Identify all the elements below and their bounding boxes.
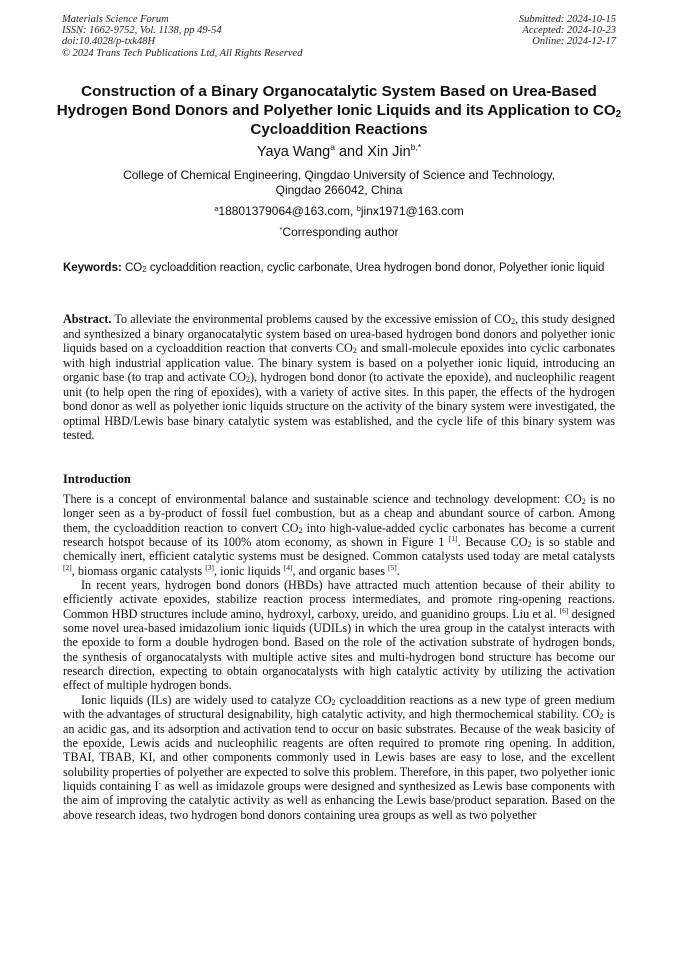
journal-header — [62, 14, 302, 59]
copyright-line: © 2024 Trans Tech Publications Ltd, All Rights Reserved — [62, 47, 303, 59]
keywords: Keywords: $CO_2$ cycloaddition reaction, cyclic carbonate, Urea hydrogen bond donor, Polyether ionic liquid — [63, 262, 605, 274]
issn-line: ISSN: 1662-9752, Vol. 1138, pp 49-54 — [62, 25, 222, 37]
email-a: 18801379064@163.com — [218, 204, 351, 218]
paper-title: Construction of a Binary Organocatalytic System Based on Urea-Based Hydrogen Bond Donors and Polyether Ionic Liquids and its Application to $CO_2$ Cycloaddition Reactions — [56, 83, 622, 138]
citation: [6] — [559, 605, 569, 615]
citation: [3] — [205, 562, 214, 572]
citation: [2] — [63, 562, 72, 572]
citation: [5] — [388, 562, 397, 572]
paragraph-3: Ionic liquids (ILs) are widely used to catalyze $CO_2$ cycloaddition reactions as a new type of green medium with the advantages of structural designability, high catalytic activity, and high thermochemical stability. $CO_2$ is an acidic gas, and its adsorption and activation tend to occur on basic substrates. Because of the weak basicity of the epoxide, Lewis acids and nucleophilic reagents are often required to promote ring opening. In addition, TBAI, TBAB, KI, and other components commonly used in Lewis bases are easy to lose, and the excellent solubility properties of polyether are expected to solve this problem. Therefore, in this paper, two polyether ionic liquids containing I- as well as imidazole groups were designed and synthesized as Lewis base components with the aim of improving the catalytic activity as well as enhancing the Lewis base/product separation. Based on the above research ideas, two hydrogen bond donors containing urea groups as well as two polyether — [63, 692, 616, 822]
citation: [4] — [283, 562, 293, 572]
corresponding-note: *Corresponding author — [279, 225, 399, 239]
author-emails: $^a$18801379064@163.com, $^b$jinx1971@163.com — [214, 204, 464, 218]
dates-header — [519, 14, 616, 48]
accepted-date: Accepted: 2024-10-23 — [522, 25, 616, 37]
paragraph-2: In recent years, hydrogen bond donors (HBDs) have attracted much attention because of their ability to efficiently activate epoxides, stabilize reaction process intermediates, and promote ring-opening reactions. Common HBD structures include amino, hydroxyl, carboxy, ureido, and guanidino groups. Liu et al. [6] designed some novel urea-based imidazolium ionic liquids (UDILs) in which the urea group in the catalyst interacts with the epoxide to form a double hydrogen bond. Based on the role of the activation substrate of hydrogen bonds, the synthesis of organocatalysts with multiple active sites and multi-hydrogen bond structure has become our research direction, expecting to obtain organocatalysts with high catalytic activity by utilizing the activation effect of multiple hydrogen bonds. — [63, 578, 616, 693]
affiliation: College of Chemical Engineering, Qingdao University of Science and Technology, Qingdao 266042, China — [123, 168, 555, 197]
author-2: Xin Jin — [367, 144, 411, 160]
author-line: Yaya Wang$^a$ and Xin Jin$^{b,*}$ — [256, 142, 422, 160]
abstract: Abstract. To alleviate the environmental problems caused by the excessive emission of $CO_2$, this study designed and synthesized a binary organocatalytic system based on urea-based hydrogen bond donors and polyether ionic liquids based on a cycloaddition reaction that converts $CO_2$ and small-molecule epoxides into cyclic carbonates with high industrial application value. The binary system is based on a polyether ionic liquid, introducing an organic base (to trap and activate $CO_2$), hydrogen bond donor (to activate the epoxide), and nucleophilic reagent unit (to help open the ring of epoxides), with a variety of active sites. In this paper, the effects of the hydrogen bond donor as well as polyether ionic liquids structure on the activity of the binary system were investigated, the optimal HBD/Lewis base binary catalytic system was established, and the cycle life of this binary system was tested. — [63, 312, 616, 442]
submitted-date: Submitted: 2024-10-15 — [518, 14, 616, 25]
author-1: Yaya Wang — [256, 144, 331, 160]
doi-line: doi:10.4028/p-txk48H — [62, 36, 156, 48]
citation: [1] — [448, 534, 458, 544]
online-date: Online: 2024-12-17 — [532, 36, 616, 48]
email-b: jinx1971@163.com — [360, 204, 464, 218]
introduction-body — [63, 492, 615, 822]
journal-name: Materials Science Forum — [62, 14, 169, 25]
keywords-label: Keywords: — [63, 262, 122, 274]
paragraph-1: There is a concept of environmental balance and sustainable science and technology development: $CO_2$ is no longer seen as a by-product of fossil fuel combustion, but as a cheap and abundant source of carbon. Among them, the cycloaddition reaction to convert $CO_2$ into high-value-added cyclic carbonates has become a current research hotspot because of its 100% atom economy, as shown in Figure 1 [1]. Because $CO_2$ is so stable and chemically inert, efficient catalytic systems must be designed. Common catalysts used today are metal catalysts [2], biomass organic catalysts [3], ionic liquids [4], and organic bases [5]. — [63, 492, 616, 578]
section-heading-introduction: Introduction — [63, 472, 131, 486]
abstract-label: Abstract. — [63, 312, 112, 326]
